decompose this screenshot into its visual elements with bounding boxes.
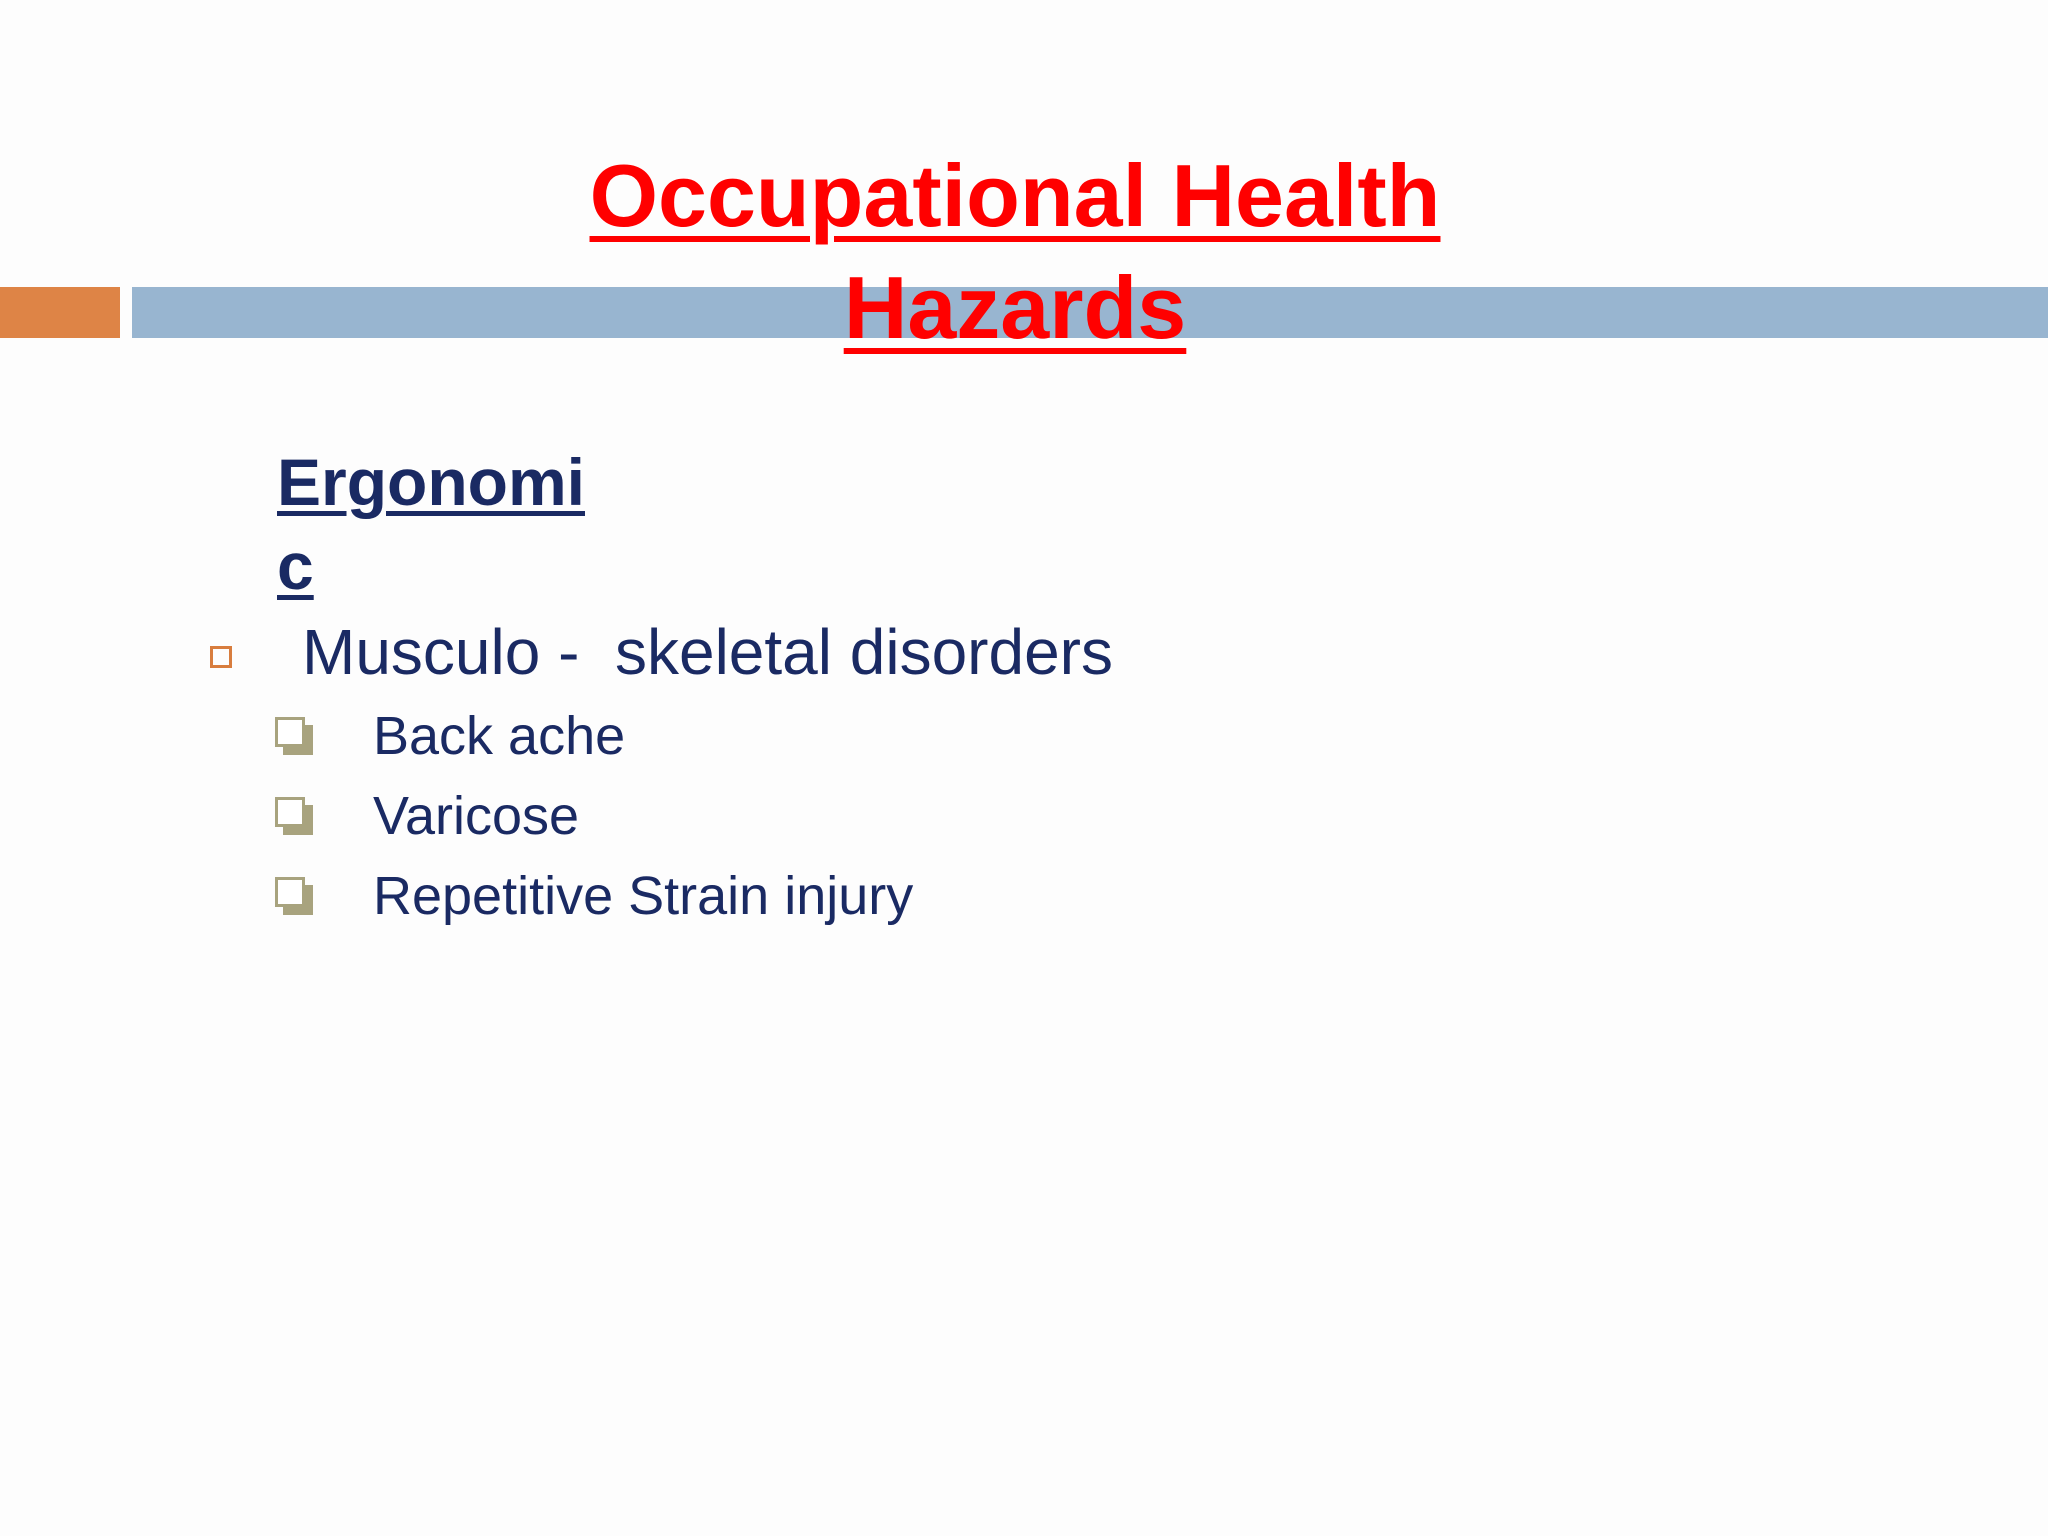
hollow-square-icon — [210, 646, 232, 668]
title-line-1-text: Occupational Health — [589, 146, 1441, 245]
title-line-1 — [0, 140, 2030, 252]
section-heading: Ergonomic — [277, 445, 585, 603]
sub-bullet-item — [275, 862, 913, 930]
slide-title — [0, 140, 2030, 364]
shadowed-square-icon — [275, 877, 313, 915]
sub-bullet-text: Repetitive Strain injury — [373, 866, 914, 926]
title-line-2 — [0, 252, 2030, 364]
bullet-item — [210, 612, 1113, 692]
sub-bullet-text: Varicose — [373, 786, 580, 846]
shadowed-square-icon — [275, 717, 313, 755]
sub-bullet-text: Back ache — [373, 706, 626, 766]
sub-bullet-item — [275, 702, 625, 770]
sub-bullet-item — [275, 782, 579, 850]
shadowed-square-icon — [275, 797, 313, 835]
bullet-text: Musculo - skeletal disorders — [302, 616, 1113, 688]
title-line-2-text: Hazards — [843, 258, 1187, 357]
